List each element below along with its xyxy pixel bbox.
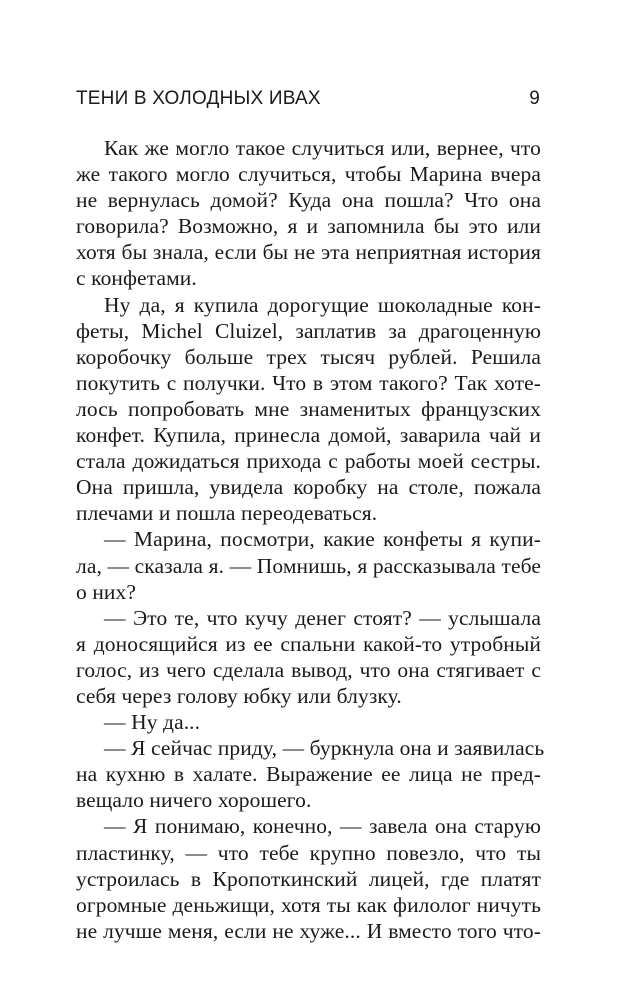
text-line: — Я понимаю, конечно, — завела она старую — [104, 814, 541, 839]
book-title: ТЕНИ В ХОЛОДНЫХ ИВАХ — [76, 88, 321, 109]
text-line: пластинку, — что тебе крупно повезло, что ты — [76, 840, 541, 865]
text-line: Она пришла, увидела коробку на столе, пожала — [76, 475, 541, 500]
text-line: с конфетами. — [76, 266, 197, 291]
text-line: о них? — [76, 579, 137, 604]
text-line: себя через голову юбку или блузку. — [76, 683, 402, 708]
text-line: — Марина, посмотри, какие конфеты я купи- — [104, 527, 541, 552]
text-line: стала дожидаться прихода с работы моей сестры. — [76, 449, 541, 474]
text-line: — Ну да... — [104, 710, 201, 735]
text-line: лось попробовать мне знаменитых французских — [76, 396, 541, 421]
text-line: — Я сейчас приду, — буркнула она и заявилась — [104, 736, 545, 761]
text-line: на кухню в халате. Выражение ее лица не пред- — [76, 762, 541, 787]
text-line: конфет. Купила, принесла домой, заварила чай и — [76, 423, 541, 448]
page-number: 9 — [529, 88, 540, 109]
running-head — [76, 88, 540, 116]
text-line: же такого могло случиться, чтобы Марина вчера — [76, 162, 541, 187]
text-line: — Это те, что кучу денег стоят? — услышала — [104, 605, 541, 630]
body-text — [76, 135, 545, 944]
text-line: Ну да, я купила дорогущие шоколадные кон- — [104, 292, 541, 317]
text-line: Как же могло такое случиться или, вернее, что — [104, 136, 541, 160]
text-line: я доносящийся из ее спальни какой-то утробный — [76, 631, 541, 656]
text-line: плечами и пошла переодеваться. — [76, 501, 378, 526]
text-line: вещало ничего хорошего. — [76, 788, 312, 813]
text-line: ла, — сказала я. — Помнишь, я рассказывала тебе — [76, 553, 541, 578]
text-line: голос, из чего сделала вывод, что она стягивает с — [76, 657, 541, 682]
text-line: говорила? Возможно, я и запомнила бы это или — [76, 214, 541, 239]
text-line: устроилась в Кропоткинский лицей, где платят — [76, 866, 541, 891]
text-line: не лучше меня, если не хуже... И вместо того что- — [76, 918, 541, 943]
text-line: огромные деньжищи, хотя ты как филолог ничуть — [76, 892, 541, 917]
text-line: покутить с получки. Что в этом такого? Так хоте- — [76, 370, 541, 395]
text-line: коробочку больше трех тысяч рублей. Решила — [76, 344, 541, 369]
text-line: не вернулась домой? Куда она пошла? Что она — [76, 188, 541, 213]
text-line: хотя бы знала, если бы не эта неприятная история — [76, 240, 541, 265]
text-line: феты, Michel Cluizel, заплатив за драгоценную — [76, 318, 541, 343]
